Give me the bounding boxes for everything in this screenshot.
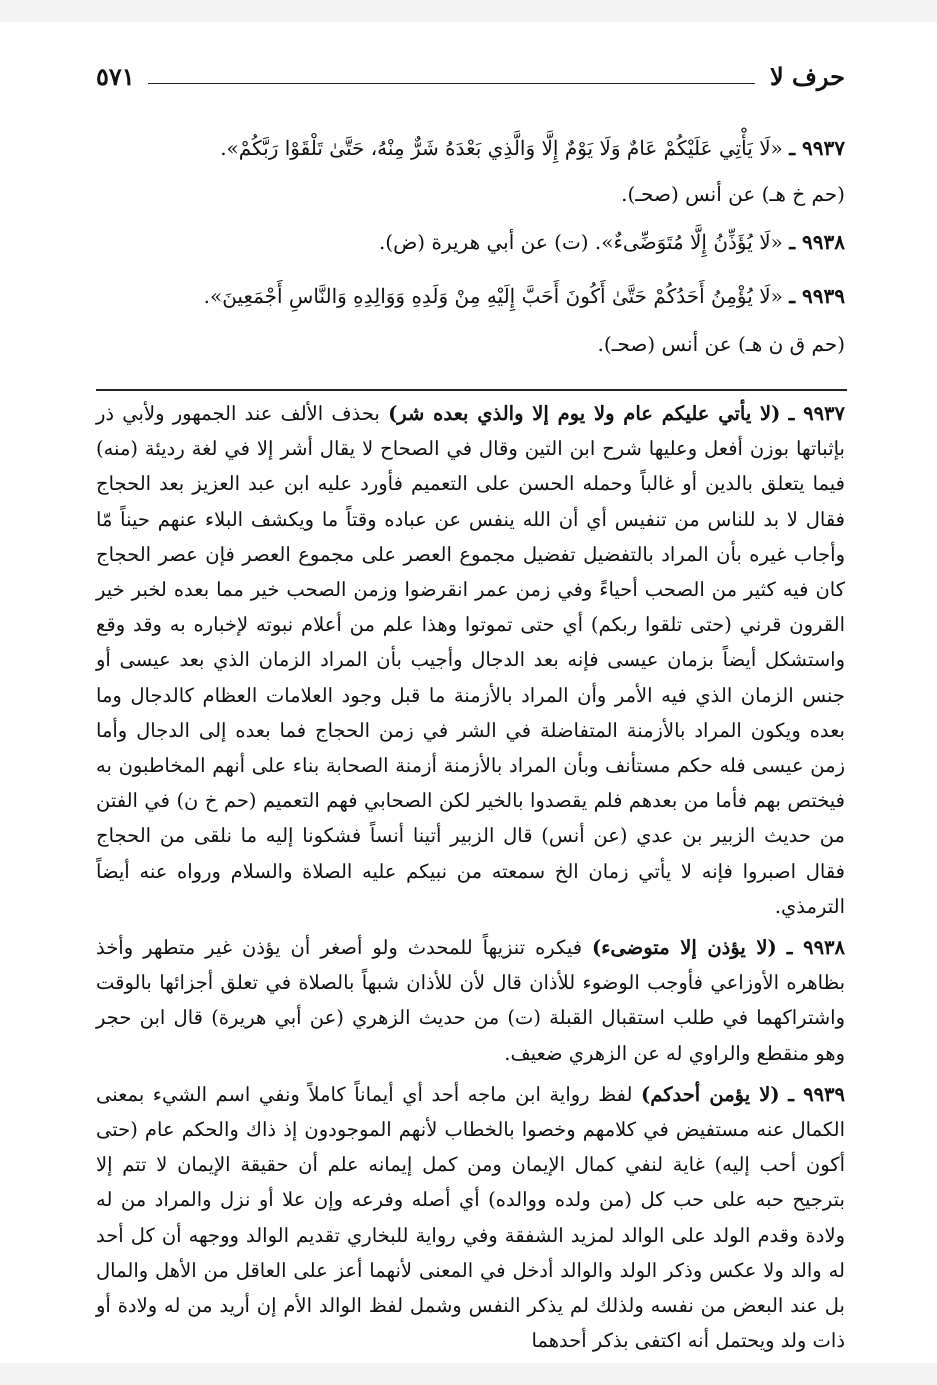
commentary-number: ٩٩٣٧ ـ	[788, 402, 846, 425]
hadith-9939	[96, 276, 845, 316]
hadith-text: «لَا يُؤَذِّنُ إِلَّا مُتَوَضِّىءٌ». (ت) عن أبي هريرة (ض).	[378, 230, 783, 254]
hadith-9937-source	[96, 174, 845, 214]
commentary-number: ٩٩٣٩ ـ	[788, 1082, 845, 1106]
scan-noise-bottom	[0, 1363, 937, 1385]
hadith-number: ٩٩٣٨ ـ	[789, 230, 845, 254]
hadith-9937	[96, 128, 845, 168]
hadith-number: ٩٩٣٩ ـ	[789, 284, 845, 308]
hadith-source: (حم خ هـ) عن أنس (صحـ).	[621, 182, 845, 206]
page-header	[96, 50, 845, 96]
commentary-lead: (لا يؤمن أحدكم)	[641, 1082, 780, 1106]
hadith-9938	[96, 222, 845, 262]
header-rule	[148, 83, 755, 84]
commentary-number: ٩٩٣٨ ـ	[786, 936, 845, 960]
commentary-9937	[96, 396, 845, 924]
hadith-source: (حم ق ن هـ) عن أنس (صحـ).	[597, 332, 845, 356]
commentary-text: لفظ رواية ابن ماجه أحد أي أيماناً كاملاً ونفي اسم الشيء بمعنى الكمال عنه مستفيض في كلامهم وخصوا بالخطاب لأنهم الموجودون إذ ذاك والحكم عام (حتى أكون أحب إليه) غاية لنفي كمال الإيمان ومن كمل إيمانه علم أن حقيقة الإيمان لا تتم إلا بترجيح حبه على حب كل (من ولده ووالده) أي أصله وفرعه وإن علا أو نزل والمراد من له ولادة وقدم الولد على الوالد لمزيد الشفقة وفي رواية للبخاري تقديم الوالد ووجهه أن كل أحد له والد ولا عكس وذكر الولد والوالد أدخل في المعنى لأنهما أعز على العاقل من الأهل والمال بل عند البعض من نفسه ولذلك لم يذكر النفس وشمل لفظ الوالد الأم إن أريد من له ولادة أو ذات ولد ويحتمل أنه اكتفى بذكر أحدهما	[96, 1082, 845, 1353]
commentary-text: فيكره تنزيهاً للمحدث ولو أصغر أن يؤذن غير متطهر وأخذ بظاهره الأوزاعي فأوجب الوضوء للأذان قال لأن للأذان شبهاً بالصلاة في تعلق أجزائها بالوقت واشتراكهما في طلب استقبال القبلة (ت) من حديث الزهري (عن أبي هريرة) قال ابن حجر وهو منقطع والراوي له عن الزهري ضعيف.	[96, 936, 845, 1065]
page-number: ٥٧١	[96, 62, 135, 91]
commentary	[96, 396, 845, 1364]
hadith-9939-source	[96, 324, 845, 364]
chapter-title: حرف لا	[770, 62, 845, 91]
scan-noise-top	[0, 0, 937, 22]
commentary-text: بحذف الألف عند الجمهور ولأبي ذر بإثباتها بوزن أفعل وعليها شرح ابن التين وقال في الصحاح لا يقال أشر إلا في لغة رديئة (منه) فيما يتعلق بالدين أو غالباً وحمله الحسن على التعميم فأورد عليه ابن عبد العزيز بعد الحجاج فقال لا بد للناس من تنفيس أي أن الله ينفس عن عباده وقتاً ما ويكشف البلاء عنهم حيناً مّا وأجاب غيره بأن المراد بالتفضيل تفضيل مجموع العصر على مجموع العصر فإن عصر الحجاج كان فيه كثير من الصحب أحياءً وفي زمن عمر انقرضوا وزمن الصحب خير مما بعده لخبر خير القرون قرني (حتى تلقوا ربكم) أي حتى تموتوا وهذا علم من أعلام نبوته لإخباره به وقد وقع واستشكل أيضاً بزمان عيسى فإنه بعد الدجال وأجيب بأن المراد الزمان الذي بعد عيسى أو جنس الزمان الذي فيه الأمر وأن المراد بالأزمنة ما قبل وجود العلامات العظام كالدجال وما بعده ويكون المراد بالأزمنة المتفاضلة في الشر في زمن الحجاج فما بعده إلى الدجال وأما زمن عيسى فله حكم مستأنف وبأن المراد بالأزمنة أزمنة الصحابة بناء على أنهم المخاطبون به فيختص بهم فأما من بعدهم فلم يقصدوا بالخير لكن الصحابي فهم التعميم (حم خ ن) في الفتن من حديث الزبير بن عدي (عن أنس) قال الزبير أتينا أنساً فشكونا إليه ما نلقى من الحجاج فقال اصبروا فإنه لا يأتي زمان الخ سمعته من نبيكم عليه الصلاة والسلام ورواه عنه أيضاً الترمذي.	[96, 402, 845, 918]
commentary-9938	[96, 930, 845, 1071]
hadith-number: ٩٩٣٧ ـ	[789, 136, 845, 160]
hadith-text: «لَا يُؤْمِنُ أَحَدُكُمْ حَتَّىٰ أَكُونَ أَحَبَّ إِلَيْهِ مِنْ وَلَدِهِ وَوَالِدِهِ وَالنَّاسِ أَجْمَعِينَ».	[203, 284, 783, 308]
section-divider	[96, 389, 847, 391]
hadith-text: «لَا يَأْتِي عَلَيْكُمْ عَامٌ وَلَا يَوْمٌ إِلَّا وَالَّذِي بَعْدَهُ شَرٌّ مِنْهُ، حَتَّىٰ تَلْقَوْا رَبَّكُمْ».	[220, 136, 783, 160]
commentary-9939	[96, 1077, 845, 1359]
commentary-lead: (لا يأتي عليكم عام ولا يوم إلا والذي بعده شر)	[388, 402, 781, 425]
commentary-lead: (لا يؤذن إلا متوضىء)	[592, 936, 777, 960]
